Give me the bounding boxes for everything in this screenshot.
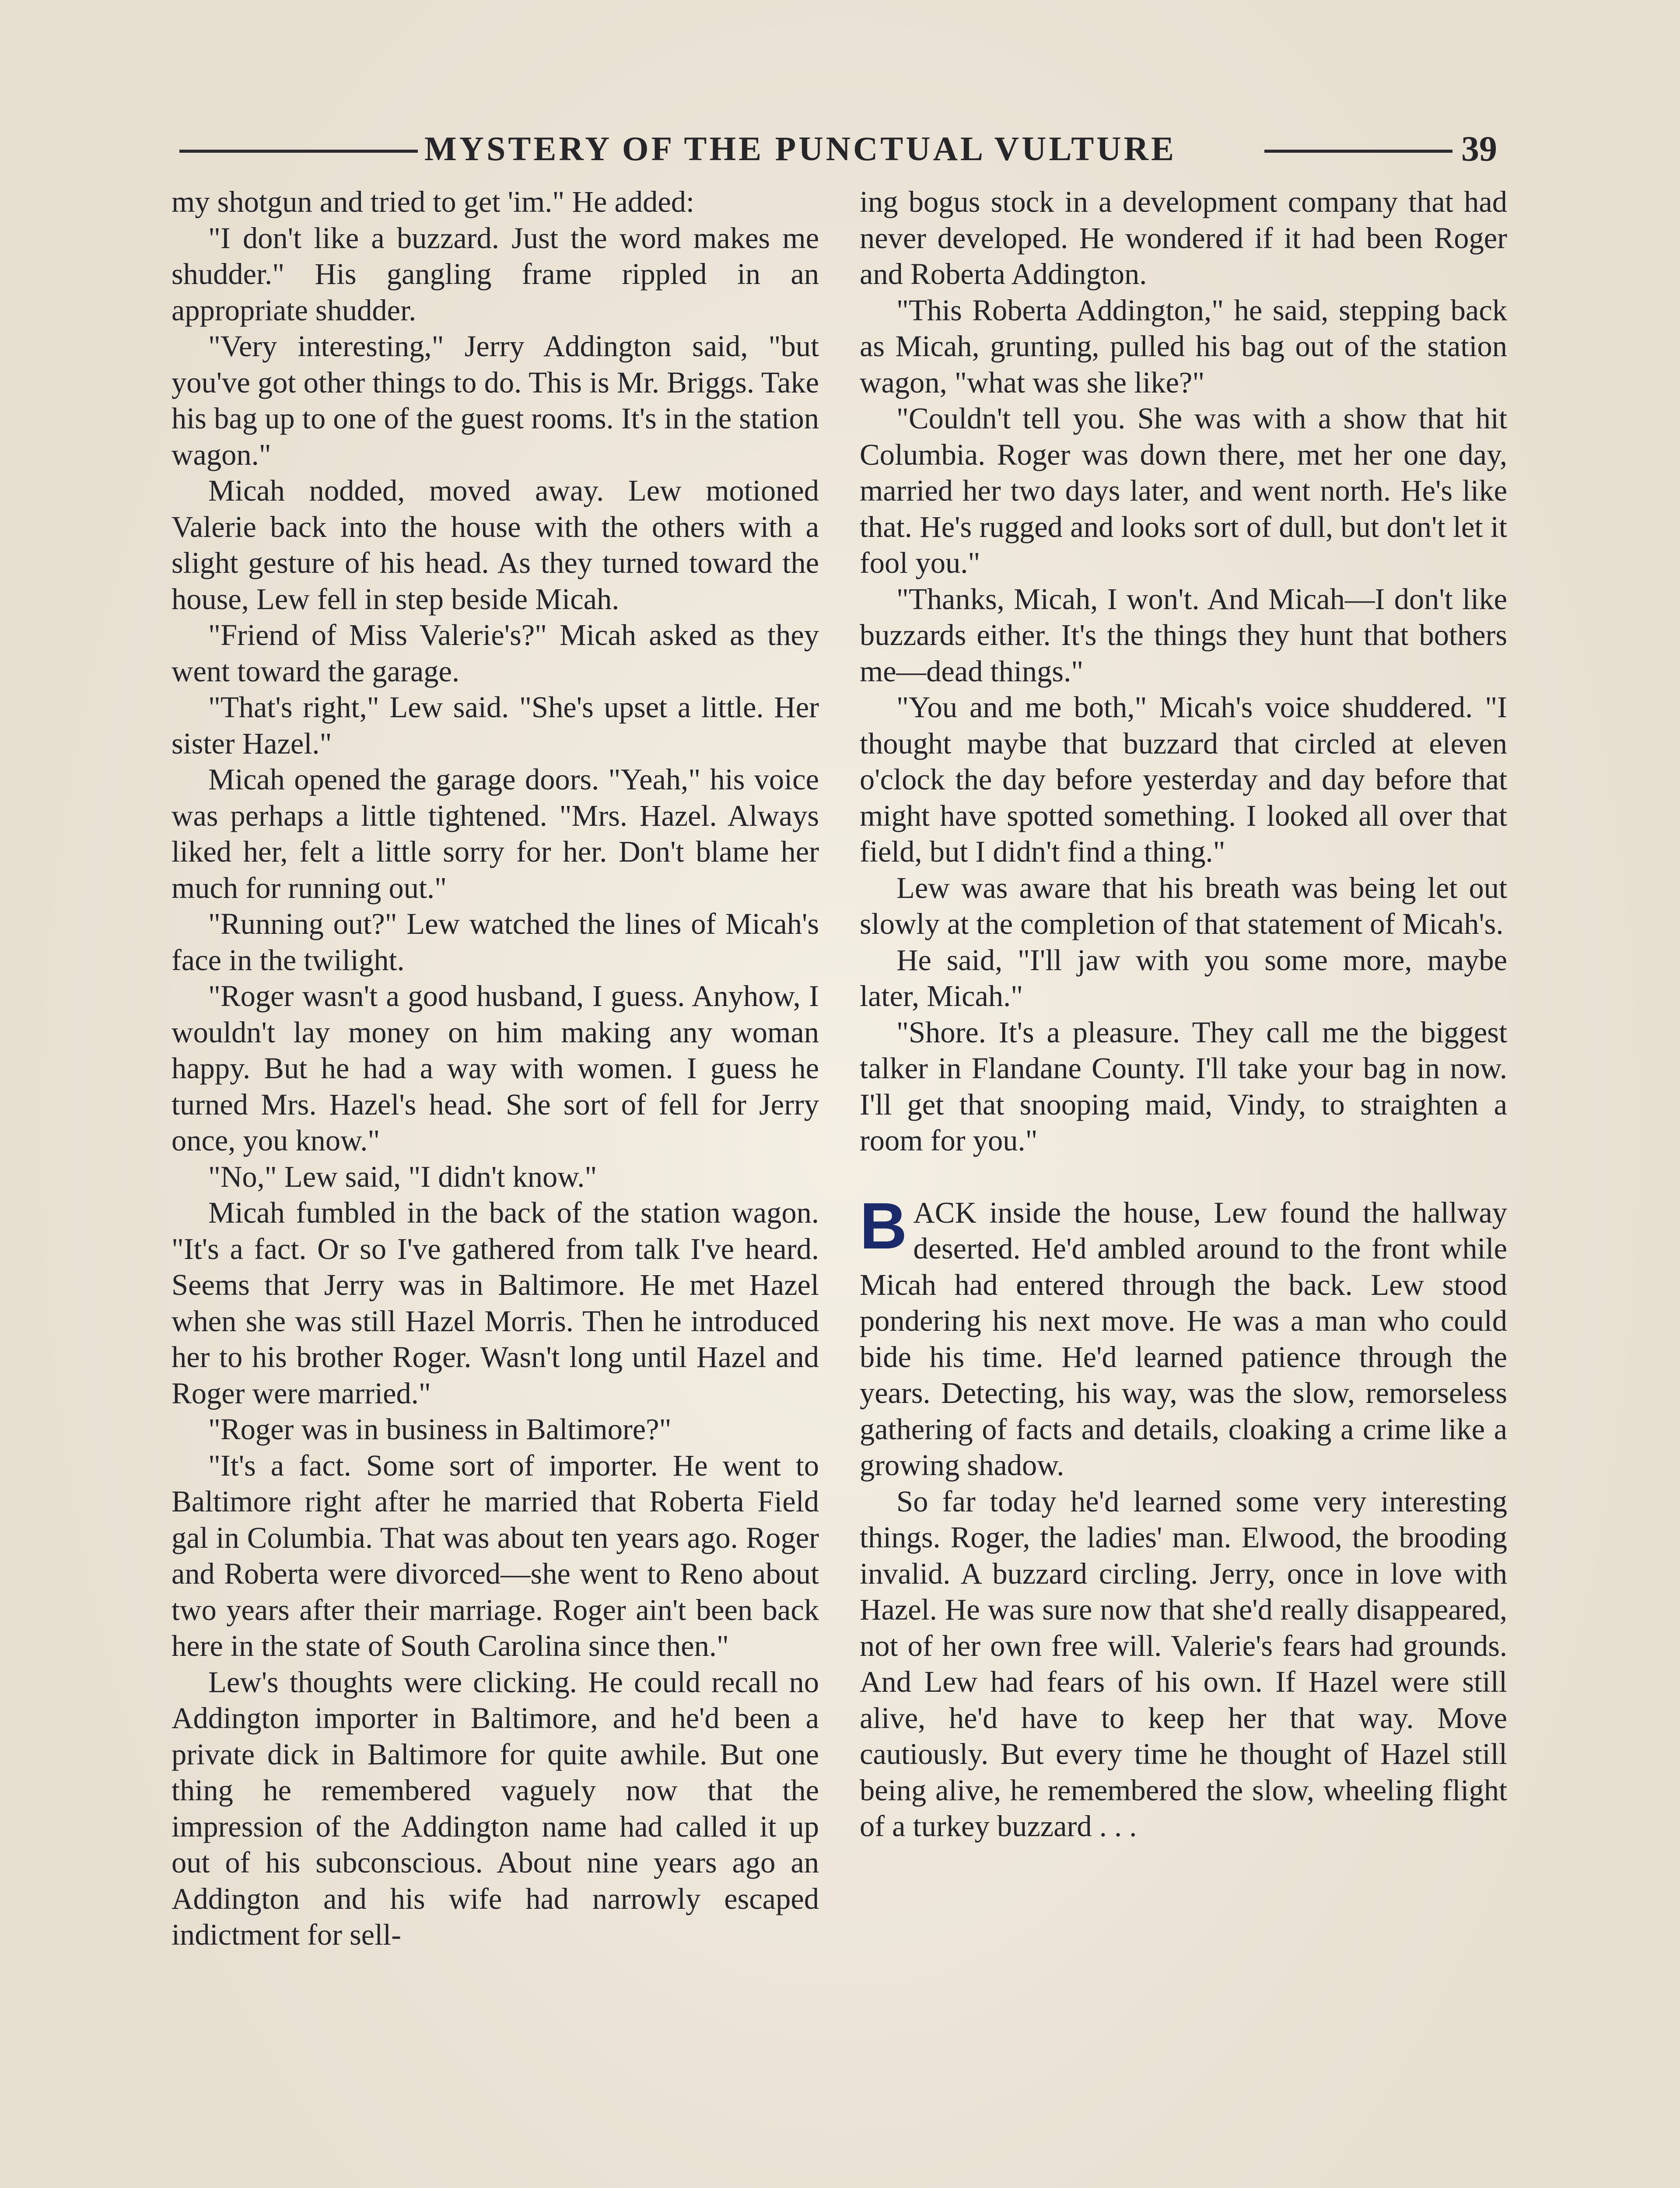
paragraph: "Friend of Miss Valerie's?" Micah asked as they went toward the garage. (172, 618, 819, 688)
left-column (172, 184, 819, 1953)
drop-cap: B (860, 1189, 907, 1262)
right-column (860, 184, 1507, 1844)
paragraph: "Shore. It's a pleasure. They call me the biggest talker in Flandane County. I'll take your bag in now. I'll get that snooping maid, Vindy, to straighten a room for you." (860, 1015, 1507, 1157)
paragraph: my shotgun and tried to get 'im." He added: (172, 185, 695, 218)
paragraph: Micah nodded, moved away. Lew motioned Valerie back into the house with the others with a slight gesture of his head. As they turned toward the house, Lew fell in step beside Micah. (172, 474, 819, 616)
section-opening-text: ACK inside the house, Lew found the hallway deserted. He'd ambled around to the front while Micah had entered through the back. Lew stood pondering his next move. He was a man who could bide his time. He'd learned patience through the years. Detecting, his way, was the slow, remorseless gathering of facts and details, cloaking a crime like a growing shadow. (860, 1196, 1507, 1482)
header-rule-right (1264, 150, 1452, 153)
paragraph: Lew was aware that his breath was being let out slowly at the completion of that statement of Micah's. (860, 871, 1507, 940)
paragraph: "Thanks, Micah, I won't. And Micah—I don't like buzzards either. It's the things they hunt that bothers me—dead things." (860, 582, 1507, 688)
paragraph: Micah opened the garage doors. "Yeah," his voice was perhaps a little tightened. "Mrs. Hazel. Always liked her, felt a little sorry for her. Don't blame her much for running out." (172, 763, 819, 905)
paragraph: ing bogus stock in a development company that had never developed. He wondered if it had been Roger and Roberta Addington. (860, 185, 1507, 291)
paragraph: "You and me both," Micah's voice shuddered. "I thought maybe that buzzard that circled at eleven o'clock the day before yesterday and day before that might have spotted something. I looked all over that field, but I didn't find a thing." (860, 691, 1507, 868)
paragraph: "Couldn't tell you. She was with a show that hit Columbia. Roger was down there, met her one day, married her two days later, and went north. He's like that. He's rugged and looks sort of dull, but don't let it fool you." (860, 402, 1507, 579)
paragraph: "It's a fact. Some sort of importer. He went to Baltimore right after he married that Roberta Field gal in Columbia. That was about ten years ago. Roger and Roberta were divorced—she went to Reno about two years after their marriage. Roger ain't been back here in the state of South Carolina since then." (172, 1448, 819, 1662)
section-opening-paragraph (860, 1189, 1507, 1483)
paragraph: "Very interesting," Jerry Addington said, "but you've got other things to do. This is Mr. Briggs. Take his bag up to one of the guest rooms. It's in the station wagon." (172, 330, 819, 471)
paragraph: "Roger wasn't a good husband, I guess. Anyhow, I wouldn't lay money on him making any woman happy. But he had a way with women. I guess he turned Mrs. Hazel's head. She sort of fell for Jerry once, you know." (172, 979, 819, 1157)
paragraph: "That's right," Lew said. "She's upset a little. Her sister Hazel." (172, 691, 819, 760)
paragraph: "Running out?" Lew watched the lines of Micah's face in the twilight. (172, 907, 819, 977)
paragraph: Micah fumbled in the back of the station wagon. "It's a fact. Or so I've gathered from talk I've heard. Seems that Jerry was in Baltimore. He met Hazel when she was still Hazel Morris. Then he introduced her to his brother Roger. Wasn't long until Hazel and Roger were married." (172, 1196, 819, 1410)
paragraph: He said, "I'll jaw with you some more, maybe later, Micah." (860, 943, 1507, 1013)
paragraph: "No," Lew said, "I didn't know." (208, 1160, 597, 1193)
page-number: 39 (1461, 129, 1497, 168)
paragraph: "This Roberta Addington," he said, stepping back as Micah, grunting, pulled his bag out of the station wagon, "what was she like?" (860, 293, 1507, 399)
header-rule-left (179, 150, 418, 153)
section-gap (860, 1159, 1507, 1195)
paragraph: So far today he'd learned some very interesting things. Roger, the ladies' man. Elwood, the brooding invalid. A buzzard circling. Jerry, once in love with Hazel. He was sure now that she'd really disappeared, not of her own free will. Valerie's fears had grounds. And Lew had fears of his own. If Hazel were still alive, he'd have to keep her that way. Move cautiously. But every time he thought of Hazel still being alive, he remembered the slow, wheeling flight of a turkey buzzard . . . (860, 1484, 1507, 1843)
paragraph: Lew's thoughts were clicking. He could recall no Addington importer in Baltimore, and he'd been a private dick in Baltimore for quite awhile. But one thing he remembered vaguely now that the impression of the Addington name had called it up out of his subconscious. About nine years ago an Addington and his wife had narrowly escaped indictment for sell- (172, 1665, 819, 1951)
paragraph: "Roger was in business in Baltimore?" (208, 1413, 672, 1446)
story-title: MYSTERY OF THE PUNCTUAL VULTURE (424, 130, 1176, 168)
paragraph: "I don't like a buzzard. Just the word makes me shudder." His gangling frame rippled in an appropriate shudder. (172, 221, 819, 327)
running-header (179, 127, 1518, 175)
